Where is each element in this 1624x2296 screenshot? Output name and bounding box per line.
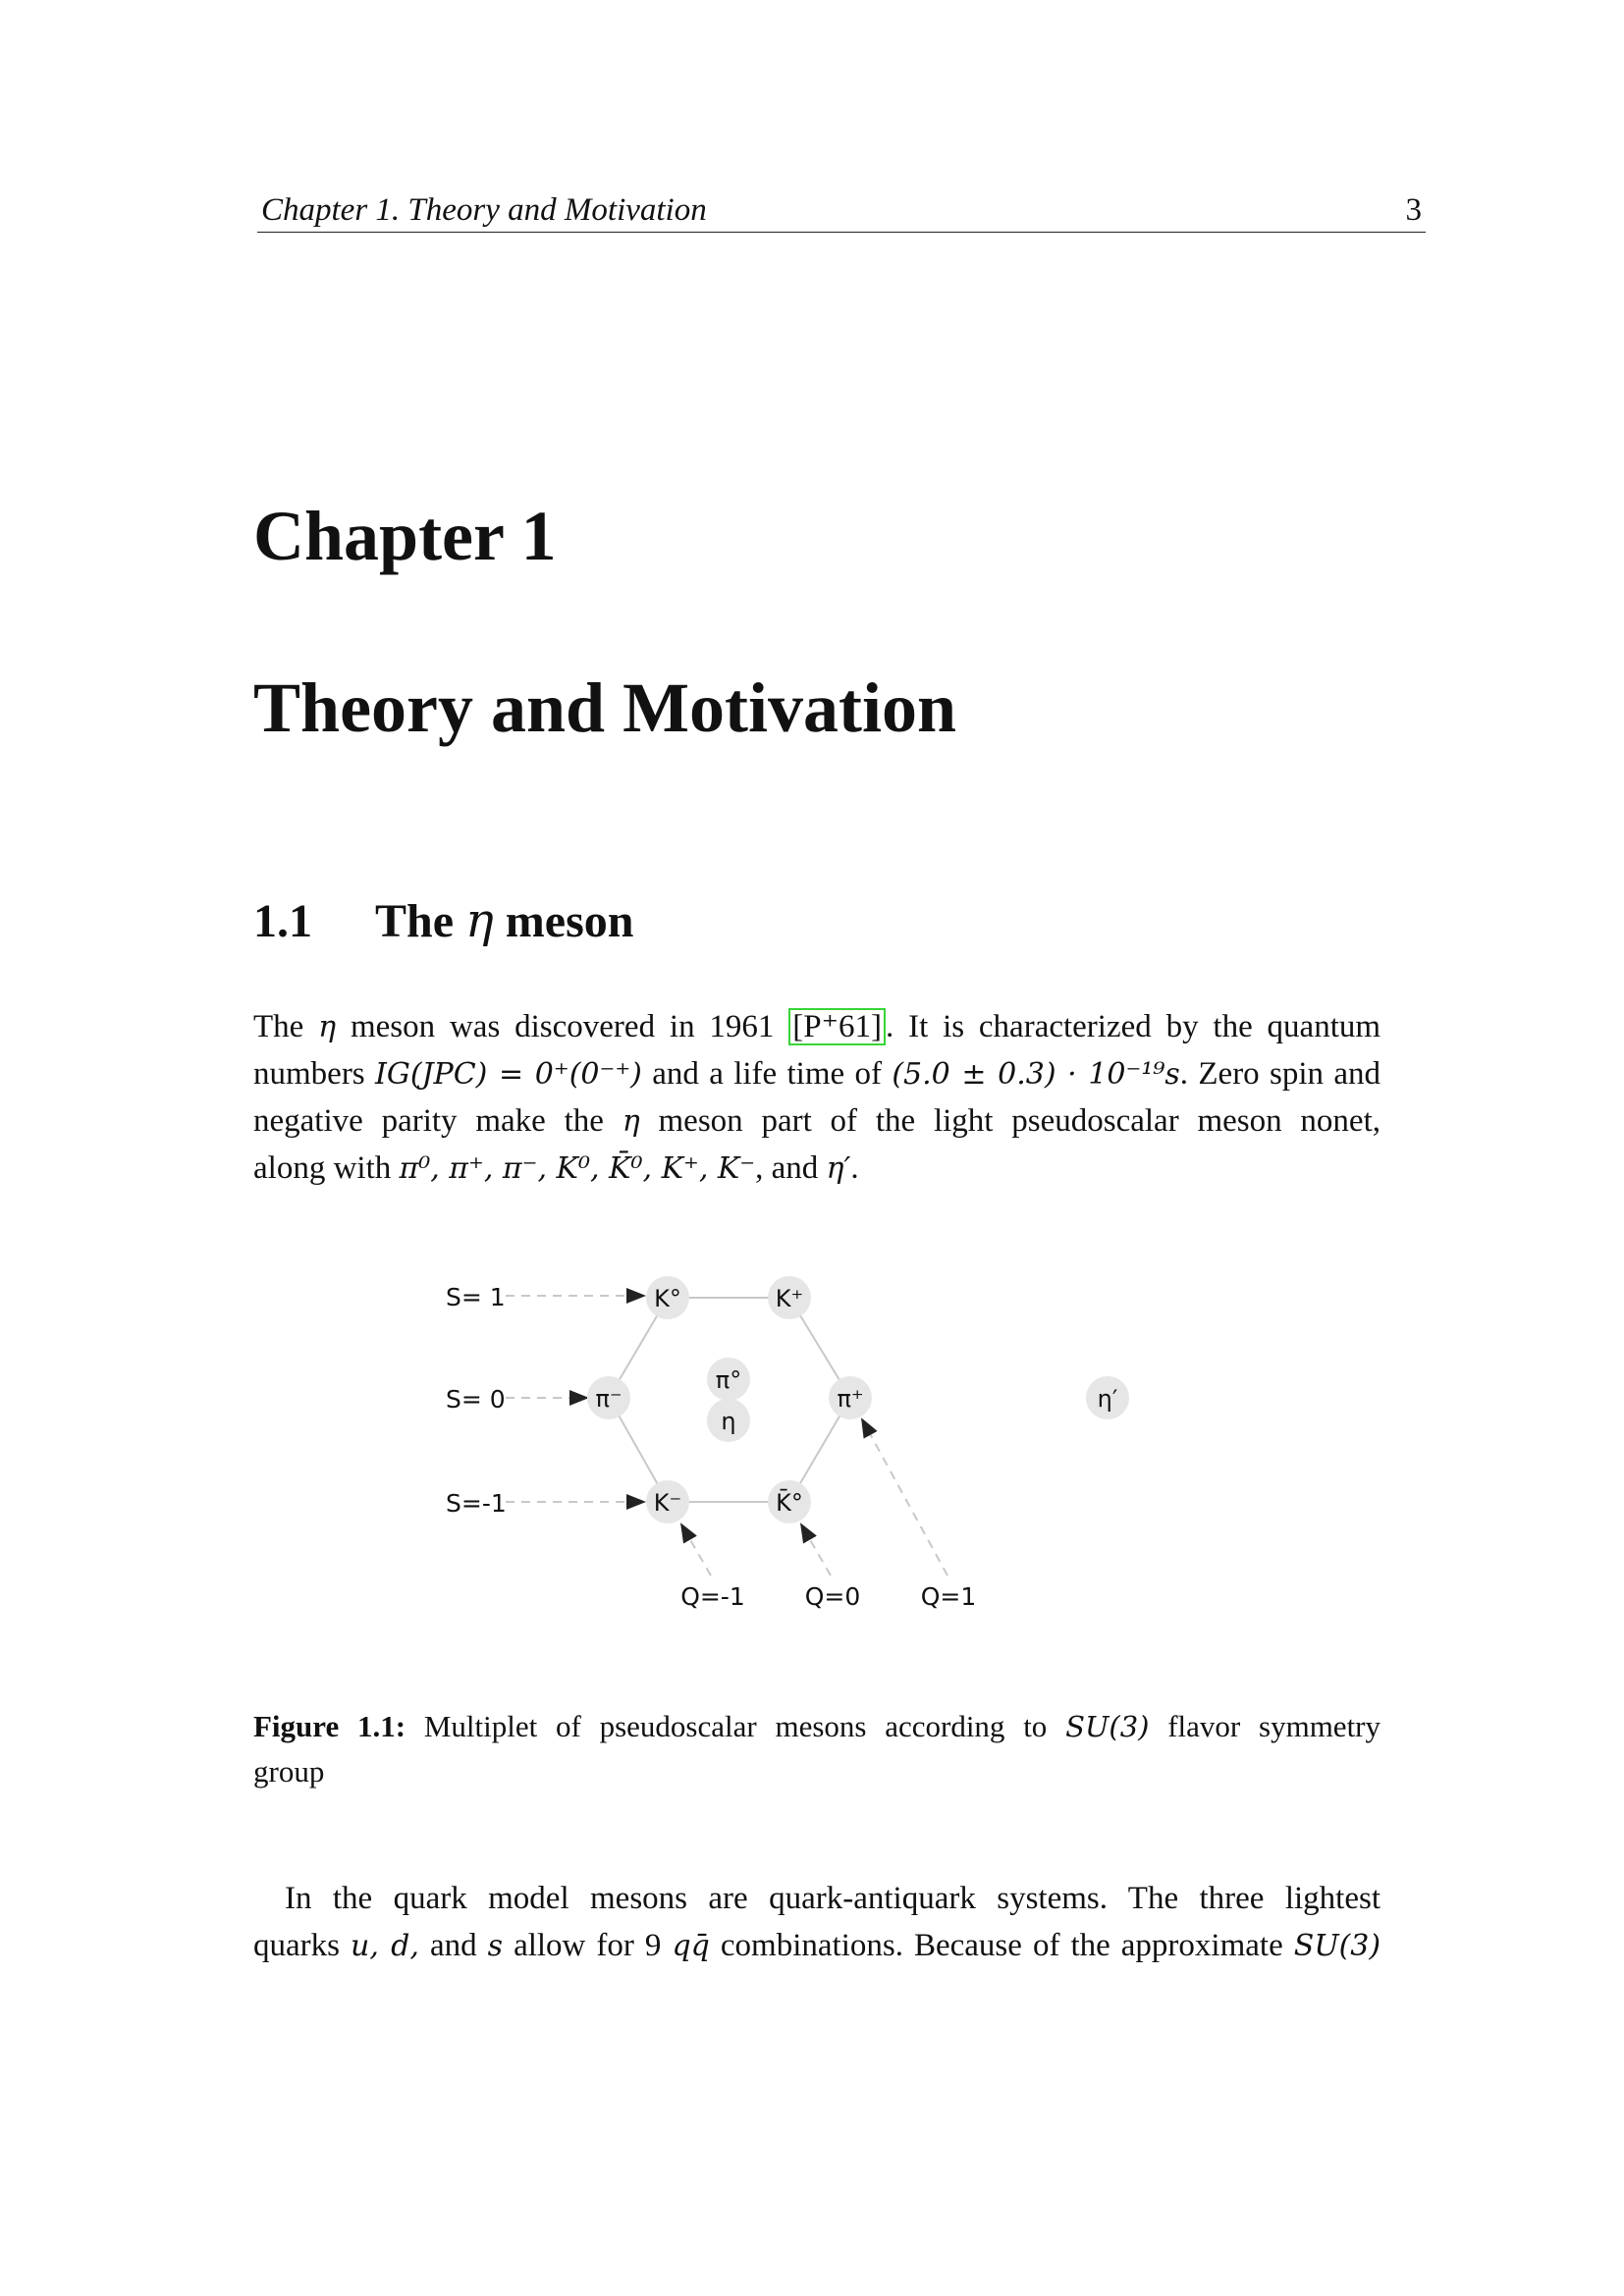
- meson-pi-plus: π⁺: [837, 1385, 864, 1413]
- figure-label: Figure 1.1:: [253, 1709, 406, 1743]
- label-s-zero: S= 0: [446, 1385, 506, 1414]
- math-s: s: [487, 1929, 504, 1963]
- label-q-zero: Q=0: [804, 1582, 861, 1611]
- text: The: [253, 1009, 304, 1044]
- section-number: 1.1: [253, 895, 312, 947]
- text: negative parity make the: [253, 1103, 604, 1139]
- paragraph-2-line-1: In the quark model mesons are quark-antiquark systems. The three lightest: [285, 1881, 1380, 1916]
- figure-caption: [253, 1704, 1380, 1794]
- text: meson part of the light pseudoscalar meson nonet,: [658, 1103, 1380, 1139]
- meson-eta-prime: η′: [1097, 1385, 1118, 1413]
- text: allow for 9: [514, 1928, 662, 1963]
- paragraph-2-line-2: [253, 1922, 1380, 1970]
- math-eta-prime: η′: [826, 1151, 851, 1186]
- citation-link[interactable]: [P⁺61]: [788, 1008, 886, 1045]
- math-qqbar: qq̄: [672, 1929, 710, 1963]
- section-title-pre: The: [375, 895, 455, 947]
- label-s-plus1: S= 1: [446, 1283, 506, 1311]
- meson-eta: η: [721, 1408, 736, 1435]
- text: flavor symmetry: [1167, 1709, 1381, 1743]
- meson-k-minus: K⁻: [653, 1489, 682, 1517]
- math-meson-list: π⁰, π⁺, π⁻, K⁰, K̄⁰, K⁺, K⁻: [399, 1151, 756, 1186]
- text: .: [850, 1150, 859, 1186]
- text: , and: [755, 1150, 819, 1186]
- page-number: 3: [1405, 192, 1422, 228]
- text: quarks: [253, 1928, 340, 1963]
- meson-pi-minus: π⁻: [595, 1385, 623, 1413]
- label-q-plus1: Q=1: [920, 1582, 977, 1611]
- math-lifetime: (5.0 ± 0.3) · 10⁻¹⁹s: [892, 1057, 1180, 1092]
- text: . It is characterized by the quantum: [886, 1009, 1381, 1044]
- section-title-post: meson: [505, 895, 634, 947]
- text: . Zero spin and: [1179, 1056, 1381, 1092]
- math-eta: η: [318, 1010, 337, 1044]
- text: meson was discovered in 1961: [350, 1009, 775, 1044]
- math-su3: SU(3): [1293, 1929, 1381, 1963]
- text: along with: [253, 1150, 392, 1186]
- text: and: [429, 1928, 477, 1963]
- chapter-title: Theory and Motivation: [253, 668, 957, 747]
- math-eta: η: [622, 1104, 640, 1139]
- meson-k-plus: K⁺: [775, 1285, 804, 1312]
- label-q-minus1: Q=-1: [680, 1582, 745, 1611]
- meson-k0-bar: K̄°: [776, 1489, 803, 1517]
- text: Multiplet of pseudoscalar mesons according to: [423, 1709, 1048, 1743]
- text: and a life time of: [652, 1056, 882, 1092]
- running-title: Chapter 1. Theory and Motivation: [261, 192, 707, 228]
- math-su3: SU(3): [1065, 1710, 1150, 1743]
- section-title-symbol: η: [465, 893, 494, 948]
- meson-k0: K°: [654, 1285, 681, 1312]
- meson-pi0: π°: [715, 1366, 742, 1394]
- caption-line-1: [253, 1704, 1380, 1749]
- charge-arrows: [681, 1419, 947, 1575]
- math-quarks: u, d,: [351, 1929, 419, 1963]
- chapter-label: Chapter 1: [253, 497, 557, 575]
- caption-line-2: group: [253, 1754, 325, 1789]
- text: numbers: [253, 1056, 365, 1092]
- label-s-minus1: S=-1: [446, 1489, 507, 1518]
- text: combinations. Because of the approximate: [720, 1928, 1283, 1963]
- math-quantum-numbers: IG(JPC) = 0⁺(0⁻⁺): [375, 1057, 642, 1092]
